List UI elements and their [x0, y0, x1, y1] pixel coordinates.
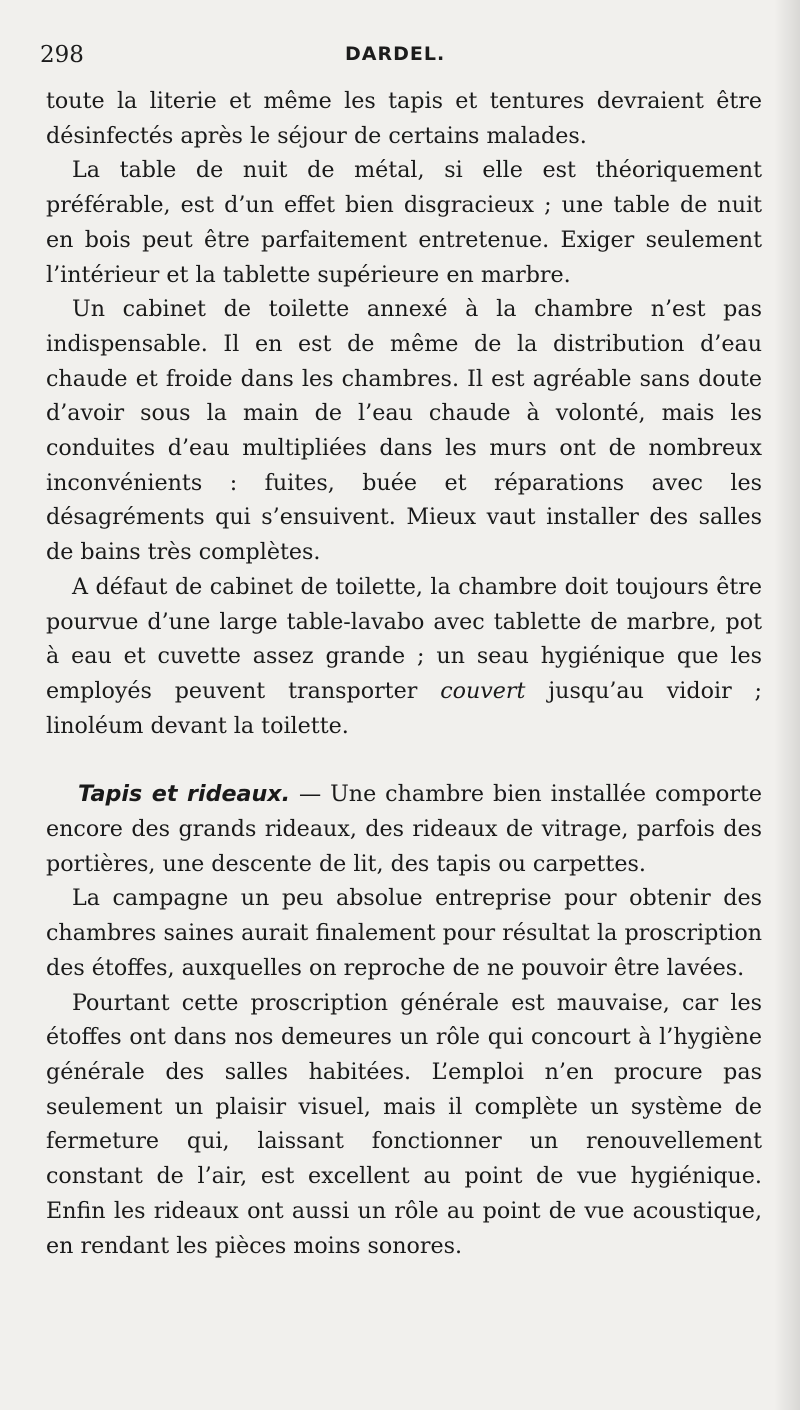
running-title: DARDEL.	[345, 43, 446, 65]
paragraph-text: — Une chambre bien installée comporte encore des grands rideaux, des rideaux de vitrage, parfois des portières, une descente de lit, des tapis ou carpettes.	[46, 781, 762, 877]
section-heading: Tapis et rideaux.	[78, 781, 291, 808]
paragraph-text: jusqu’au vidoir ; linoléum devant la toilette.	[46, 677, 762, 739]
body-text	[46, 84, 762, 1263]
emphasis-word: couvert	[440, 677, 526, 704]
paragraph-table-de-nuit: La table de nuit de métal, si elle est théoriquement préférable, est d’un effet bien disgracieux ; une table de nuit en bois peut être parfaitement entretenue. Exiger seulement l’intérieur et la tablette supérieure en marbre.	[46, 157, 762, 288]
section-tapis-et-rideaux	[46, 777, 762, 881]
page-number: 298	[40, 42, 84, 68]
paragraph-text: A défaut de cabinet de toilette, la chambre doit toujours être pourvue d’une large table-lavabo avec tablette de marbre, pot à eau et cuvette assez grande ; un seau hygiénique que les employés peuvent transporter	[46, 573, 762, 704]
running-header	[40, 42, 758, 76]
paragraph-table-lavabo	[46, 570, 762, 744]
paragraph-cabinet-de-toilette: Un cabinet de toilette annexé à la chambre n’est pas indispensable. Il en est de même de la distribution d’eau chaude et froide dans les chambres. Il est agréable sans doute d’avoir sous la main de l’eau chaude à volonté, mais les conduites d’eau multipliées dans les murs ont de nombreux inconvénients : fuites, buée et réparations avec les désagréments qui s’ensuivent. Mieux vaut installer des salles de bains très complètes.	[46, 296, 762, 566]
paragraph-literie: toute la literie et même les tapis et tentures devraient être désinfectés après le séjour de certains malades.	[46, 88, 762, 149]
paragraph-campagne: La campagne un peu absolue entreprise pour obtenir des chambres saines aurait finalement pour résultat la proscription des étoffes, auxquelles on reproche de ne pouvoir être lavées.	[46, 885, 762, 981]
paragraph-proscription: Pourtant cette proscription générale est mauvaise, car les étoffes ont dans nos demeures un rôle qui concourt à l’hygiène générale des salles habitées. L’emploi n’en procure pas seulement un plaisir visuel, mais il complète un système de fermeture qui, laissant fonctionner un renouvellement constant de l’air, est excellent au point de vue hygiénique. Enfin les rideaux ont aussi un rôle au point de vue acoustique, en rendant les pièces moins sonores.	[46, 989, 762, 1259]
